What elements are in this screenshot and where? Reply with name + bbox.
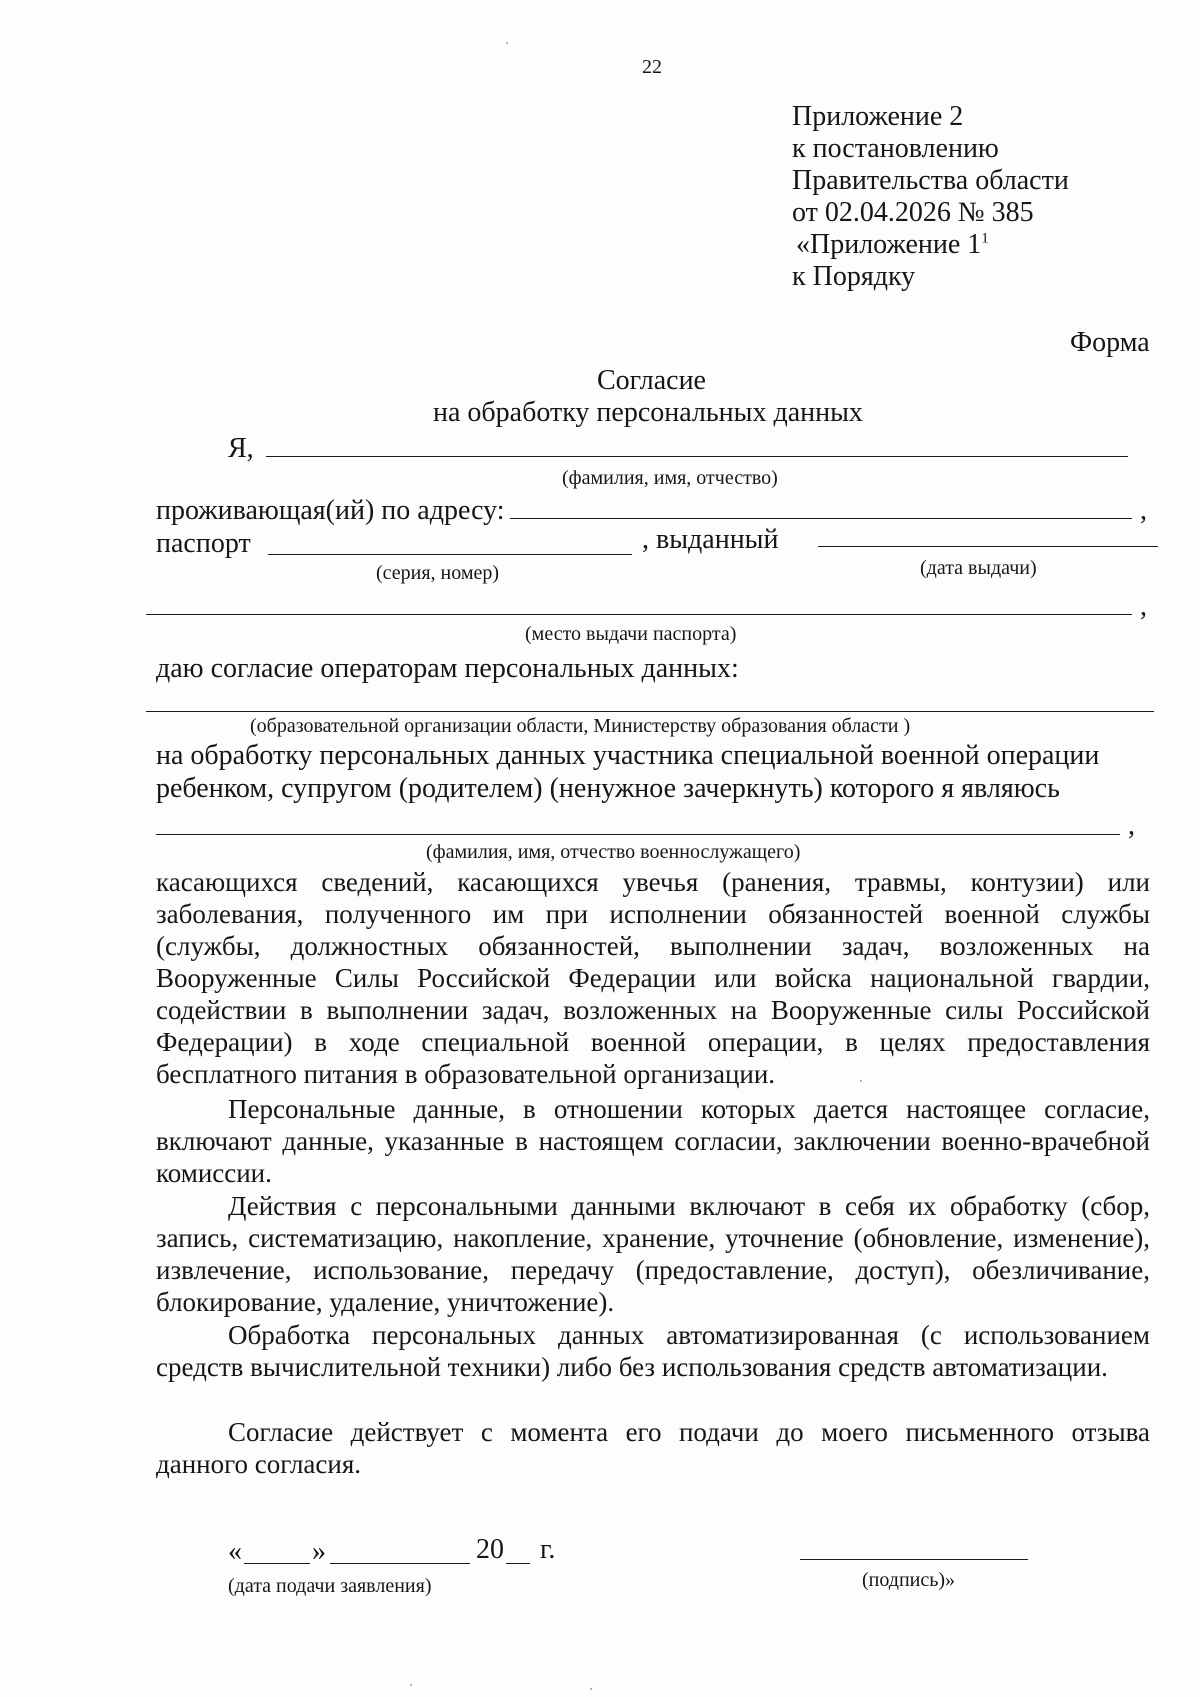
- document-title: Согласие: [597, 365, 706, 396]
- i-prefix: Я,: [228, 433, 254, 464]
- processing-line-1: на обработку персональных данных участника специальной военной операции: [156, 740, 1100, 771]
- passport-label: паспорт: [156, 528, 251, 559]
- year-prefix: 20: [476, 1534, 504, 1565]
- fio-blank-line: [266, 456, 1128, 457]
- consent-operators-line: даю согласие операторам персональных данных:: [156, 653, 739, 684]
- paragraph-injury-details: касающихся сведений, касающихся увечья (ранения, травмы, контузии) или заболевания, полученного им при исполнении обязанностей военной службы (службы, должностных обязанностей, выполнении задач, возложенных на Вооруженные Силы Российской Федерации или войска национальной гвардии, содействии в выполнении задач, возложенных на Вооруженные силы Российской Федерации) в ходе специальной военной операции, в целях предоставления бесплатного питания в образовательной организации.: [156, 867, 1150, 1089]
- fio-caption: (фамилия, имя, отчество): [562, 467, 778, 489]
- issue-place-blank-line: [146, 614, 1132, 615]
- year-suffix: г.: [540, 1534, 556, 1565]
- signature-caption: (подпись)»: [862, 1569, 956, 1591]
- paragraph-consent-validity: Согласие действует с момента его подачи до моего письменного отзыва данного согласия.: [156, 1417, 1150, 1479]
- month-blank-line: [330, 1563, 470, 1564]
- issue-place-caption: (место выдачи паспорта): [525, 623, 737, 645]
- date-quote-close: »: [312, 1536, 326, 1567]
- address-blank-line: [510, 518, 1132, 519]
- processing-line-2: ребенком, супругом (родителем) (ненужное зачеркнуть) которого я являюсь: [156, 773, 1060, 804]
- issued-label: , выданный: [642, 524, 779, 555]
- serviceman-comma: ,: [1128, 810, 1135, 841]
- scan-speck: [590, 1688, 592, 1690]
- paragraph-processing-method: Обработка персональных данных автоматизированная (с использованием средств вычислительной техники) либо без использования средств автоматизации.: [156, 1320, 1150, 1382]
- paragraph-personal-data-scope: Персональные данные, в отношении которых дается настоящее согласие, включают данные, указанные в настоящем согласии, заключении военно-врачебной комиссии.: [156, 1094, 1150, 1188]
- document-subtitle: на обработку персональных данных: [433, 397, 863, 428]
- issue-place-comma: ,: [1140, 591, 1147, 622]
- appendix-reference: «Приложение $1^1$: [796, 229, 989, 260]
- page-number: 22: [642, 56, 662, 78]
- scan-speck: [860, 1080, 862, 1082]
- year-blank-line: [506, 1563, 530, 1564]
- serviceman-blank-line: [156, 834, 1120, 835]
- operators-blank-line: [146, 711, 1154, 712]
- address-label: проживающая(ий) по адресу:: [156, 495, 505, 526]
- appendix-resolution: к постановлению: [792, 133, 999, 164]
- appendix-title: Приложение 2: [792, 101, 964, 132]
- scan-speck: [506, 42, 508, 44]
- day-blank-line: [244, 1563, 310, 1564]
- issue-date-caption: (дата выдачи): [920, 557, 1037, 579]
- address-comma: ,: [1140, 495, 1147, 526]
- signature-blank-line: [800, 1559, 1028, 1560]
- paragraph-processing-actions: Действия с персональными данными включают в себя их обработку (сбор, запись, систематизацию, накопление, хранение, уточнение (обновление, изменение), извлечение, использование, передачу (предоставление, доступ), обезличивание, блокирование, удаление, уничтожение).: [156, 1191, 1150, 1317]
- appendix-date-number: от 02.04.2026 № 385: [792, 197, 1034, 228]
- passport-series-blank-line: [268, 554, 632, 555]
- date-quote-open: «: [228, 1536, 242, 1567]
- scan-speck: [410, 1684, 412, 1686]
- issue-date-blank-line: [818, 546, 1158, 547]
- appendix-government: Правительства области: [792, 165, 1069, 196]
- operators-caption: (образовательной организации области, Министерству образования области ): [250, 715, 911, 737]
- serviceman-caption: (фамилия, имя, отчество военнослужащего): [426, 841, 801, 863]
- form-label: Форма: [1070, 327, 1150, 358]
- series-caption: (серия, номер): [376, 562, 500, 584]
- appendix-order: к Порядку: [792, 261, 916, 292]
- date-caption: (дата подачи заявления): [228, 1575, 432, 1597]
